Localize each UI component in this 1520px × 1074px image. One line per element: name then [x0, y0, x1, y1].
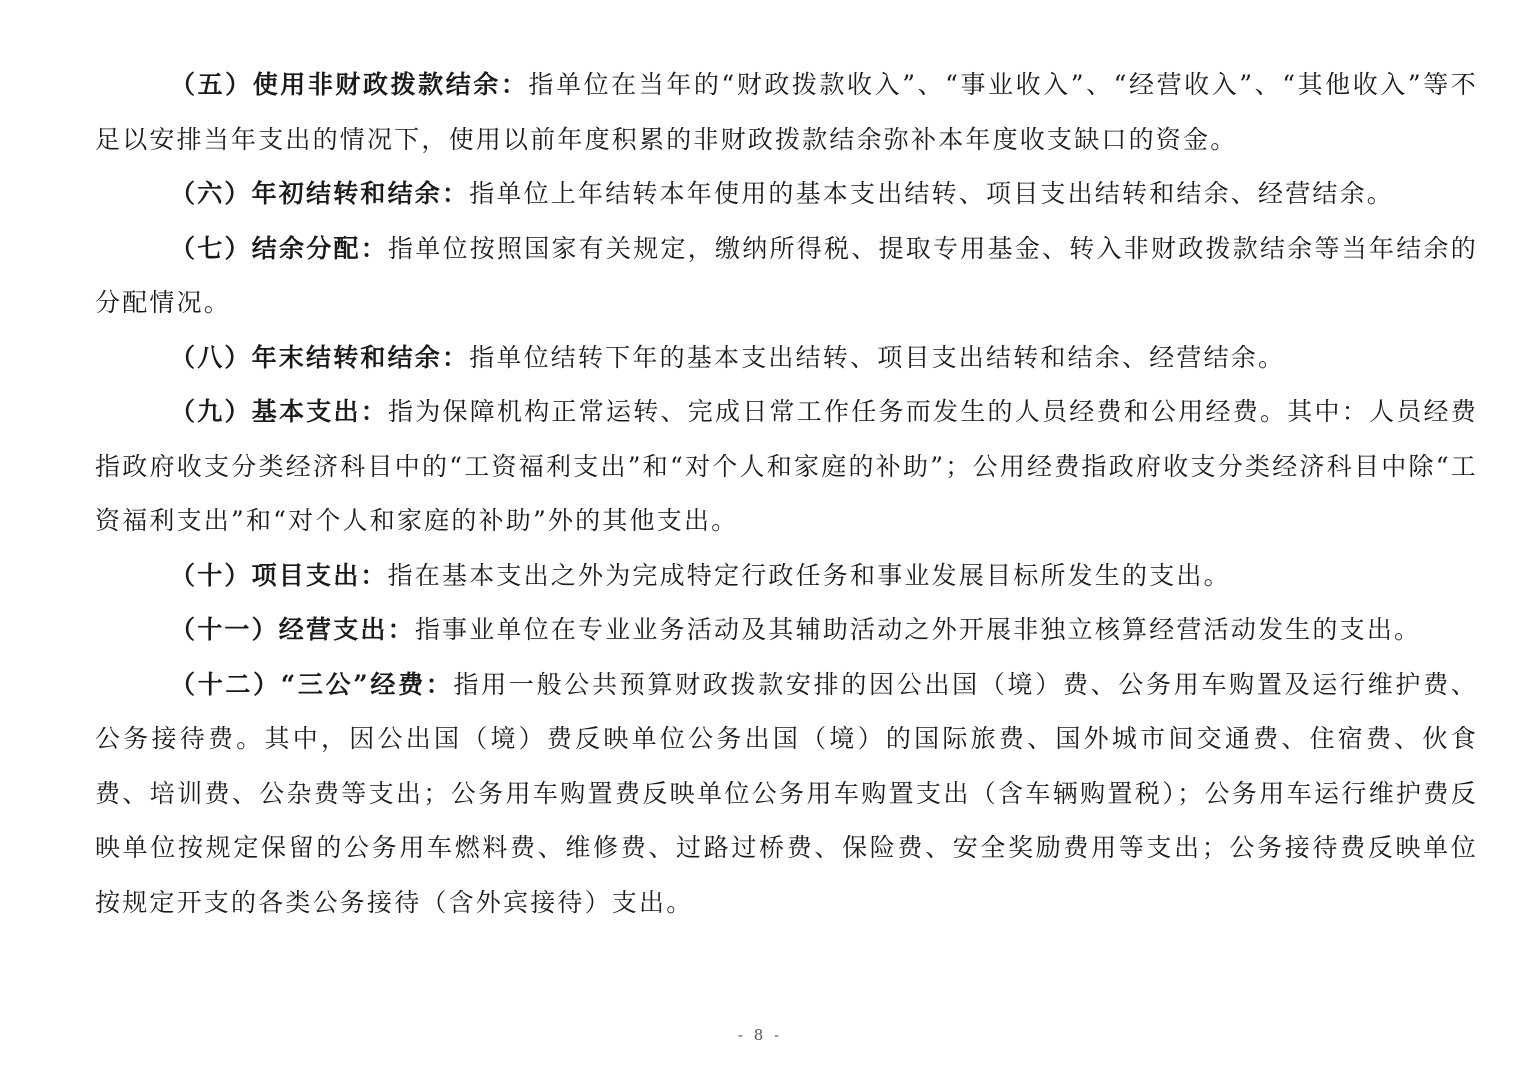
- term-definition: 指事业单位在专业业务活动及其辅助活动之外开展非独立核算经营活动发生的支出。: [414, 615, 1422, 644]
- term-heading: （八）年末结转和结余：: [170, 342, 470, 372]
- term-definition: 指单位上年结转本年使用的基本支出结转、项目支出结转和结余、经营结余。: [469, 179, 1395, 208]
- document-body: [95, 58, 1478, 930]
- term-heading: （十一）经营支出：: [170, 615, 415, 644]
- paragraph-opening-carryover: [95, 167, 1478, 222]
- term-heading: （九）基本支出：: [170, 397, 389, 426]
- paragraph-three-public-expenses: [95, 658, 1478, 931]
- page-number: - 8 -: [737, 1026, 783, 1044]
- term-heading: （十）项目支出：: [170, 560, 388, 590]
- term-definition: 指单位在当年的“财政拨款收入”、“事业收入”、“经营收入”、“其他收入”等不足以安排当年支出的情况下，使用以前年度积累的非财政拨款结余弥补本年度收支缺口的资金。: [95, 70, 1478, 154]
- term-definition: 指用一般公共预算财政拨款安排的因公出国（境）费、公务用车购置及运行维护费、公务接待费。其中，因公出国（境）费反映单位公务出国（境）的国际旅费、国外城市间交通费、住宿费、伙食费、培训费、公杂费等支出；公务用车购置费反映单位公务用车购置支出（含车辆购置税）；公务用车运行维护费反映单位按规定保留的公务用车燃料费、维修费、过路过桥费、保险费、安全奖励费用等支出；公务接待费反映单位按规定开支的各类公务接待（含外宾接待）支出。: [95, 669, 1478, 917]
- term-heading: （六）年初结转和结余：: [170, 179, 470, 208]
- paragraph-surplus-distribution: [95, 222, 1478, 331]
- term-definition: 指在基本支出之外为完成特定行政任务和事业发展目标所发生的支出。: [387, 560, 1231, 590]
- term-definition: 指单位按照国家有关规定，缴纳所得税、提取专用基金、转入非财政拨款结余等当年结余的分配情况。: [95, 233, 1478, 317]
- term-definition: 指为保障机构正常运转、完成日常工作任务而发生的人员经费和公用经费。其中：人员经费指政府收支分类经济科目中的“工资福利支出”和“对个人和家庭的补助”；公用经费指政府收支分类经济科目中除“工资福利支出”和“对个人和家庭的补助”外的其他支出。: [95, 397, 1478, 535]
- paragraph-basic-expenditure: [95, 385, 1478, 549]
- paragraph-unused-non-fiscal-surplus: [95, 58, 1478, 167]
- paragraph-closing-carryover: [95, 331, 1478, 386]
- paragraph-operating-expenditure: [95, 603, 1478, 658]
- term-heading: （七）结余分配：: [170, 233, 389, 263]
- term-heading: （五）使用非财政拨款结余：: [170, 70, 529, 99]
- term-heading: （十二）“三公”经费：: [170, 669, 454, 699]
- term-definition: 指单位结转下年的基本支出结转、项目支出结转和结余、经营结余。: [469, 342, 1286, 372]
- paragraph-project-expenditure: [95, 549, 1478, 604]
